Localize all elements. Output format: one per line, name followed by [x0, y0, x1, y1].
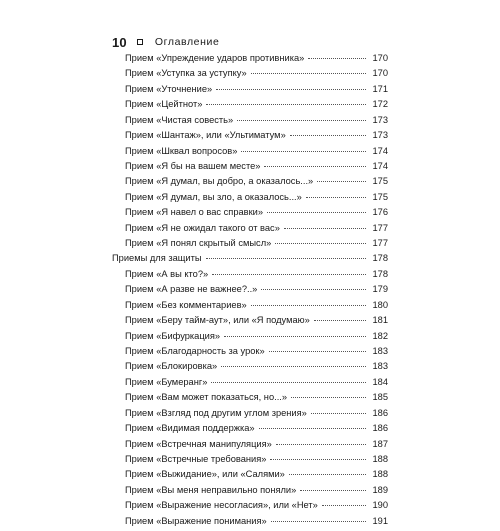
toc-entry-title: Прием «Шквал вопросов»: [125, 145, 238, 156]
toc-entry-page: 182: [372, 330, 388, 341]
dot-leader: [206, 104, 366, 105]
toc-entry: [112, 377, 388, 392]
toc-entry: [112, 439, 388, 454]
dot-leader: [211, 382, 366, 383]
toc-entry-page: 183: [372, 361, 388, 372]
dot-leader: [314, 320, 366, 321]
toc-entry-title: Прием «Беру тайм-аут», или «Я подумаю»: [125, 315, 310, 326]
toc-entry: [112, 84, 388, 99]
toc-entry-page: 175: [372, 191, 388, 202]
dot-leader: [311, 413, 366, 414]
dot-leader: [290, 135, 366, 136]
toc-entry-title: Прием «Чистая совесть»: [125, 114, 234, 125]
toc-entry-page: 174: [372, 160, 388, 171]
toc-entry-page: 180: [372, 299, 388, 310]
toc-entry-title: Приемы для защиты: [112, 253, 202, 264]
toc-entry: [112, 331, 388, 346]
toc-entry-page: 179: [372, 284, 388, 295]
toc-entry-title: Прием «Бифуркация»: [125, 330, 221, 341]
dot-leader: [275, 243, 366, 244]
toc-entry: [112, 392, 388, 407]
toc-entry: [112, 68, 388, 83]
toc-entry-page: 188: [372, 453, 388, 464]
toc-entry: [112, 423, 388, 438]
toc-entry: [112, 99, 388, 114]
running-title: Оглавление: [154, 36, 220, 48]
toc-entry-page: 190: [372, 500, 388, 511]
dot-leader: [264, 166, 366, 167]
toc-entry: [112, 130, 388, 145]
toc-entry-page: 185: [372, 392, 388, 403]
toc-entry-page: 186: [372, 423, 388, 434]
dot-leader: [241, 151, 366, 152]
toc-entry-page: 173: [372, 130, 388, 141]
toc-entry: [112, 269, 388, 284]
toc-entry-page: 181: [372, 315, 388, 326]
toc-entry-page: 177: [372, 238, 388, 249]
toc-entry-title: Прием «Уступка за уступку»: [125, 68, 247, 79]
toc-entry-page: 174: [372, 145, 388, 156]
dot-leader: [216, 89, 366, 90]
toc-entry-page: 176: [372, 207, 388, 218]
dot-leader: [291, 397, 366, 398]
dot-leader: [284, 228, 366, 229]
toc-section-heading: [112, 253, 388, 268]
toc-entry: [112, 315, 388, 330]
dot-leader: [300, 490, 366, 491]
toc-entry: [112, 161, 388, 176]
toc-entry: [112, 454, 388, 469]
dot-leader: [269, 351, 366, 352]
toc-entry-page: 178: [372, 268, 388, 279]
toc-entry-title: Прием «Шантаж», или «Ультиматум»: [125, 130, 286, 141]
toc-entry-page: 184: [372, 376, 388, 387]
toc-entry-title: Прием «Я думал, вы добро, а оказалось...»: [125, 176, 314, 187]
toc-entry-page: 172: [372, 99, 388, 110]
toc-entry-title: Прием «Встречные требования»: [125, 453, 267, 464]
toc-entry: [112, 346, 388, 361]
toc-entry-title: Прием «А разве не важнее?..»: [125, 284, 258, 295]
dot-leader: [206, 258, 366, 259]
toc-entry: [112, 115, 388, 130]
toc-entry-page: 178: [372, 253, 388, 264]
toc-entry-page: 189: [372, 484, 388, 495]
square-icon: [137, 39, 143, 45]
toc-entry-title: Прием «Взгляд под другим углом зрения»: [125, 407, 307, 418]
toc-entry-page: 183: [372, 346, 388, 357]
page-number: 10: [112, 34, 127, 50]
dot-leader: [259, 428, 366, 429]
toc-entry: [112, 207, 388, 222]
toc-entry-page: 175: [372, 176, 388, 187]
toc-entry-title: Прием «Бумеранг»: [125, 376, 208, 387]
dot-leader: [271, 521, 366, 522]
dot-leader: [276, 444, 366, 445]
toc-entry-title: Прием «Я навел о вас справки»: [125, 207, 264, 218]
toc-entry-title: Прием «Выжидание», или «Салями»: [125, 469, 285, 480]
toc-entry: [112, 223, 388, 238]
toc-entry-title: Прием «Упреждение ударов противника»: [125, 53, 305, 63]
toc-entry-title: Прием «А вы кто?»: [125, 268, 209, 279]
toc-entry-title: Прием «Встречная манипуляция»: [125, 438, 272, 449]
dot-leader: [270, 459, 366, 460]
toc-entry-title: Прием «Вы меня неправильно поняли»: [125, 484, 297, 495]
toc-entry-page: 177: [372, 222, 388, 233]
toc-entry: [112, 469, 388, 484]
toc-entry-page: 173: [372, 114, 388, 125]
dot-leader: [267, 212, 366, 213]
toc-entry: [112, 53, 388, 68]
toc-entry-title: Прием «Без комментариев»: [125, 299, 247, 310]
toc-entry: [112, 500, 388, 515]
toc-entry: [112, 361, 388, 376]
toc-entry: [112, 176, 388, 191]
dot-leader: [221, 366, 366, 367]
dot-leader: [289, 474, 366, 475]
dot-leader: [212, 274, 366, 275]
toc-entry-page: 171: [372, 83, 388, 94]
dot-leader: [251, 73, 366, 74]
toc-entry-title: Прием «Я не ожидал такого от вас»: [125, 222, 280, 233]
toc-entry-title: Прием «Выражение несогласия», или «Нет»: [125, 500, 318, 511]
dot-leader: [322, 505, 366, 506]
toc-entry-title: Прием «Уточнение»: [125, 83, 213, 94]
toc-entry: [112, 485, 388, 500]
toc-entry-title: Прием «Цейтнот»: [125, 99, 203, 110]
toc-entry: [112, 284, 388, 299]
dot-leader: [251, 305, 366, 306]
dot-leader: [306, 197, 366, 198]
toc-entry-title: Прием «Я бы на вашем месте»: [125, 160, 261, 171]
toc-entry-title: Прием «Благодарность за урок»: [125, 346, 265, 357]
dot-leader: [237, 120, 366, 121]
toc-entry: [112, 300, 388, 315]
toc-entry-title: Прием «Блокировка»: [125, 361, 218, 372]
toc-entry-title: Прием «Видимая поддержка»: [125, 423, 255, 434]
toc-entry: [112, 238, 388, 253]
toc-entry: [112, 192, 388, 207]
dot-leader: [308, 58, 366, 59]
toc-entry-title: Прием «Я думал, вы зло, а оказалось...»: [125, 191, 302, 202]
dot-leader: [317, 181, 366, 182]
toc-entry-title: Прием «Я понял скрытый смысл»: [125, 238, 272, 249]
toc-entry-page: 170: [372, 68, 388, 79]
toc-entry-page: 170: [372, 53, 388, 63]
table-of-contents: [112, 53, 388, 531]
toc-entry: [112, 408, 388, 423]
page-header: [112, 34, 219, 50]
toc-entry-page: 187: [372, 438, 388, 449]
toc-entry-title: Прием «Выражение понимания»: [125, 515, 267, 526]
toc-entry: [112, 516, 388, 531]
toc-entry-title: Прием «Вам может показаться, но...»: [125, 392, 288, 403]
toc-entry: [112, 146, 388, 161]
toc-entry-page: 191: [372, 515, 388, 526]
dot-leader: [261, 289, 366, 290]
dot-leader: [224, 336, 366, 337]
toc-entry-page: 188: [372, 469, 388, 480]
toc-entry-page: 186: [372, 407, 388, 418]
